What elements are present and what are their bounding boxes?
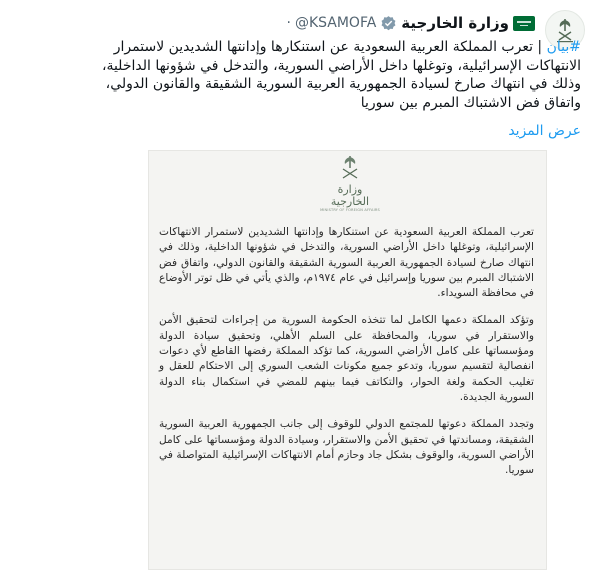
palm-swords-emblem-icon bbox=[335, 154, 365, 180]
statement-text bbox=[159, 225, 534, 490]
tweet-line-3: وذلك في انتهاك صارخ لسيادة الجمهورية العربية السورية الشقيقة والقانون الدولي، bbox=[105, 76, 581, 93]
tweet-line-4: واتفاق فض الاشتباك المبرم بين سوريا bbox=[360, 94, 581, 111]
account-handle[interactable]: @KSAMOFA bbox=[294, 15, 377, 31]
statement-paragraph-3: وتجدد المملكة دعوتها للمجتمع الدولي للوقوف إلى جانب الجمهورية العربية السورية الشقيقة، ومساندتها في تحقيق الأمن والاستقرار، وسيادة الدولة ومؤسساتها على كامل الأراضي السورية، والوقوف بشكل جاد وحازم أمام الانتهاكات الإسرائيلية المتواصلة في سوريا. bbox=[159, 418, 534, 477]
statement-paragraph-1: تعرب المملكة العربية السعودية عن استنكارها وإدانتها الشديدين لاستمرار الانتهاكات الإسرائيلية، وتوغلها داخل الأراضي السورية، والتدخل في شؤونها الداخلية، وذلك في انتهاك صارخ لسيادة الجمهورية العربية السورية الشقيقة والقانون الدولي، واتفاق فض الاشتباك المبرم بين سوريا وإسرائيل في عام ١٩٧٤م، والذي يأتي في ظل توتر الأوضاع في محافظة السويداء. bbox=[159, 226, 534, 300]
hashtag-link[interactable]: #بيان bbox=[546, 39, 581, 55]
tweet-line bbox=[16, 38, 581, 57]
ministry-logo bbox=[317, 154, 383, 212]
tweet-line-1: | تعرب المملكة العربية السعودية عن استنكارها وإدانتها الشديدين لاستمرار bbox=[113, 39, 543, 55]
tweet-line-2: الانتهاكات الإسرائيلية، وتوغلها داخل الأراضي السورية، والتدخل في شؤونها الداخلية، bbox=[101, 57, 581, 74]
saudi-flag-icon bbox=[513, 16, 535, 31]
tweet-header bbox=[10, 12, 535, 34]
verified-gray-badge-icon bbox=[380, 15, 397, 32]
attached-statement-image[interactable] bbox=[148, 150, 547, 570]
separator-dot: · bbox=[286, 15, 291, 31]
show-more-link[interactable]: عرض المزيد bbox=[508, 123, 581, 139]
account-name[interactable]: وزارة الخارجية bbox=[401, 14, 509, 32]
tweet-text bbox=[16, 38, 581, 112]
statement-paragraph-2: وتؤكد المملكة دعمها الكامل لما تتخذه الحكومة السورية من إجراءات لتحقيق الأمن والاستقرار في سوريا، والمحافظة على السلم الأهلي، وتحقيق سيادة الدولة ومؤسساتها على كامل الأراضي السورية، كما تؤكد المملكة رفضها القاطع لأي دعوات انفصالية لتقسيم سوريا، وتدعو جميع مكونات الشعب السوري إلى الاحتكام للعقل و تغليب الحكمة ولغة الحوار، والتكاتف فيما بينهم للمضي في استكمال بناء الدولة السورية الجديدة. bbox=[159, 314, 534, 403]
emblem-subtitle: MINISTRY OF FOREIGN AFFAIRS bbox=[320, 208, 380, 212]
emblem-title: وزارة الخارجية bbox=[330, 183, 370, 208]
